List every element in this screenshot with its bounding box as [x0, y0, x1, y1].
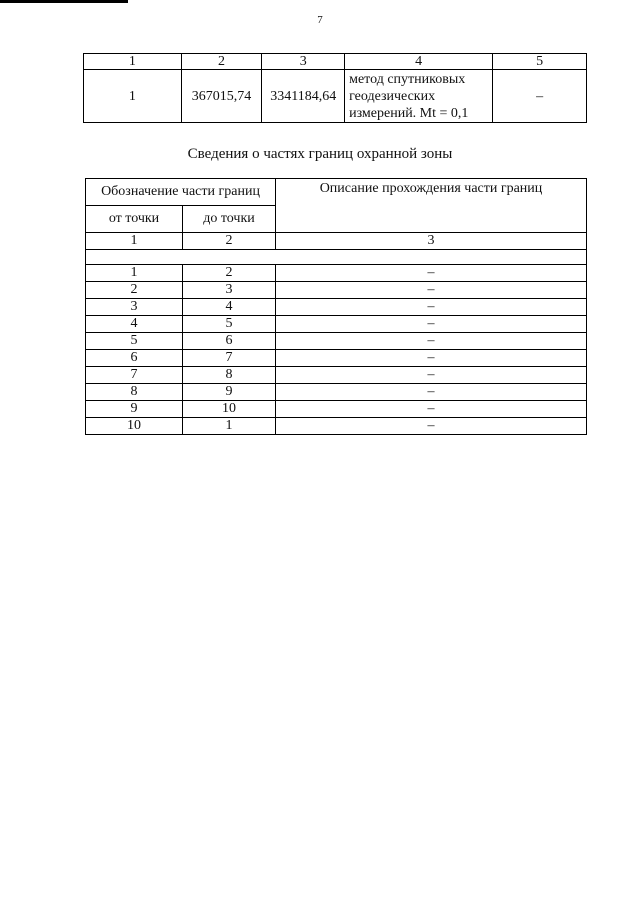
header-group: Обозначение части границ	[86, 179, 276, 206]
description: –	[276, 265, 587, 282]
section-title: Сведения о частях границ охранной зоны	[187, 146, 453, 162]
header-cell-5: 5	[493, 54, 587, 70]
from-point: 8	[86, 384, 183, 401]
col-number-1: 1	[86, 233, 183, 250]
spacer-row	[86, 250, 587, 265]
header-cell-1: 1	[84, 54, 182, 70]
table-row	[86, 350, 587, 367]
description: –	[276, 316, 587, 333]
table-row	[86, 418, 587, 435]
to-point: 1	[183, 418, 276, 435]
coordinates-data-row	[84, 70, 587, 123]
description: –	[276, 333, 587, 350]
col5-value: –	[493, 70, 587, 123]
header-cell-3: 3	[262, 54, 345, 70]
method-line-2: геодезических	[349, 88, 436, 104]
table-row	[86, 367, 587, 384]
table-row	[86, 384, 587, 401]
description: –	[276, 350, 587, 367]
from-point: 6	[86, 350, 183, 367]
header-from-point: от точки	[86, 206, 183, 233]
to-point: 9	[183, 384, 276, 401]
from-point: 3	[86, 299, 183, 316]
table-row	[86, 265, 587, 282]
to-point: 5	[183, 316, 276, 333]
from-point: 10	[86, 418, 183, 435]
to-point: 10	[183, 401, 276, 418]
table-row	[86, 282, 587, 299]
from-point: 9	[86, 401, 183, 418]
header-to-point: до точки	[183, 206, 276, 233]
description: –	[276, 367, 587, 384]
coordinates-header-row	[84, 54, 587, 70]
col-number-2: 2	[183, 233, 276, 250]
table-row	[86, 333, 587, 350]
table-row	[86, 299, 587, 316]
header-description: Описание прохождения части границ	[276, 179, 587, 233]
from-point: 2	[86, 282, 183, 299]
description: –	[276, 384, 587, 401]
method-cell	[345, 70, 493, 123]
corner-mark	[0, 0, 128, 3]
method-line-1: метод спутниковых	[349, 71, 466, 87]
table-row	[86, 401, 587, 418]
coordinate-x: 367015,74	[181, 70, 262, 123]
header-cell-2: 2	[181, 54, 262, 70]
description: –	[276, 401, 587, 418]
method-line-3: измерений. Mt = 0,1	[349, 105, 469, 121]
to-point: 6	[183, 333, 276, 350]
parts-header-row-1	[86, 179, 587, 206]
to-point: 7	[183, 350, 276, 367]
from-point: 1	[86, 265, 183, 282]
col-number-3: 3	[276, 233, 587, 250]
from-point: 4	[86, 316, 183, 333]
boundary-parts-table	[85, 178, 587, 435]
from-point: 7	[86, 367, 183, 384]
point-number: 1	[84, 70, 182, 123]
column-number-row	[86, 233, 587, 250]
to-point: 2	[183, 265, 276, 282]
to-point: 4	[183, 299, 276, 316]
description: –	[276, 418, 587, 435]
table-row	[86, 316, 587, 333]
coordinate-y: 3341184,64	[262, 70, 345, 123]
description: –	[276, 299, 587, 316]
coordinates-table	[83, 53, 587, 123]
to-point: 3	[183, 282, 276, 299]
to-point: 8	[183, 367, 276, 384]
description: –	[276, 282, 587, 299]
spacer-cell	[86, 250, 587, 265]
header-cell-4: 4	[345, 54, 493, 70]
from-point: 5	[86, 333, 183, 350]
page-number: 7	[317, 14, 323, 26]
